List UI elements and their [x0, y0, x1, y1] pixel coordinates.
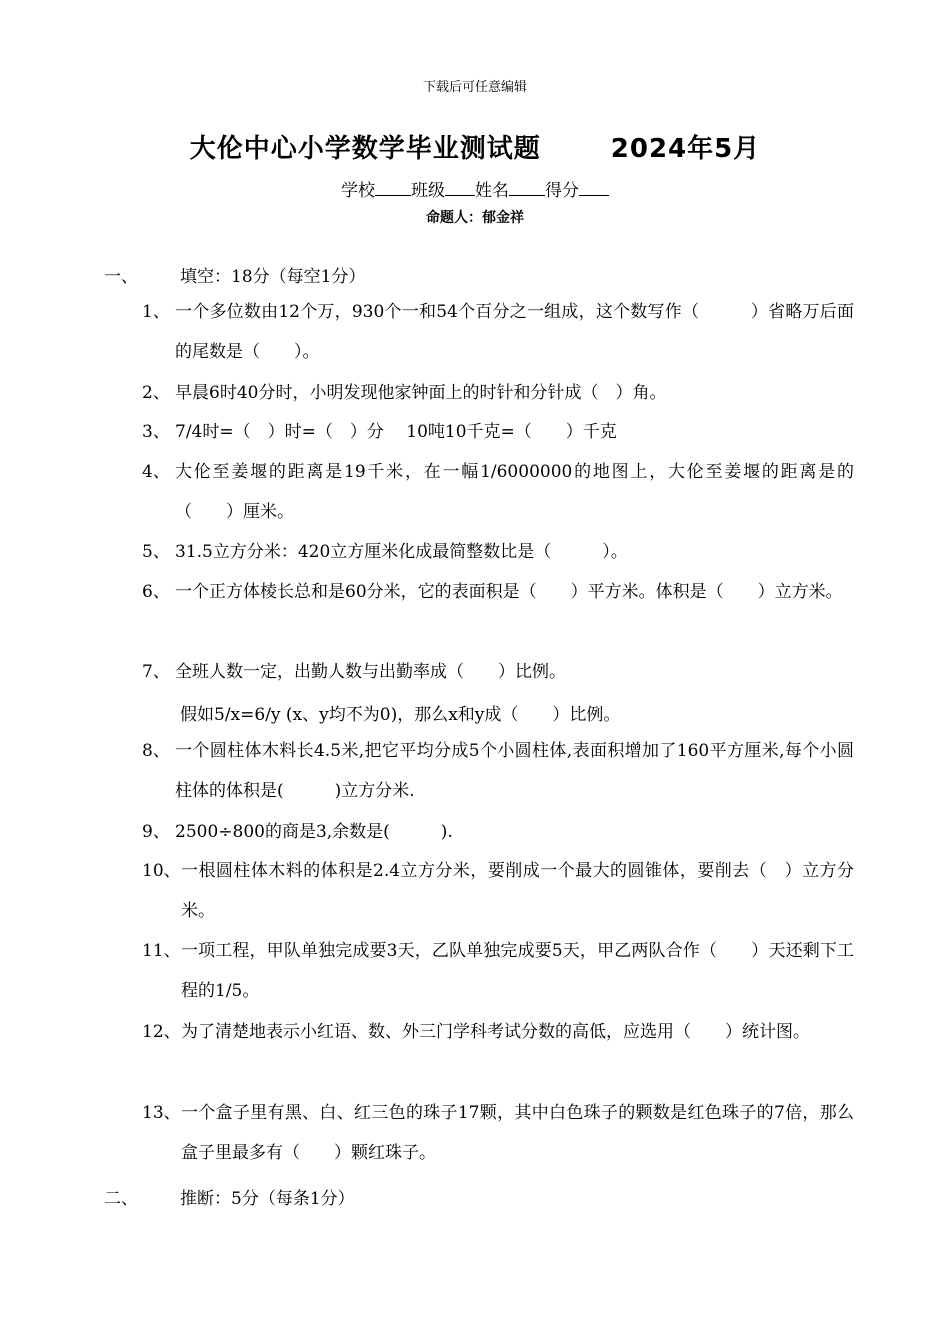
question-number: 6、 — [142, 582, 170, 602]
question-text: 31.5立方分米：420立方厘米化成最简整数比是（ ）。 — [175, 542, 628, 562]
question-number: 13、 — [142, 1103, 181, 1123]
question-number: 1、 — [142, 302, 170, 322]
question-number: 10、 — [142, 861, 181, 881]
question-text: 7/4时=（ ）时=（ ）分 10吨10千克=（ ）千克 — [175, 422, 617, 442]
exam-date: 2024年5月 — [610, 134, 761, 164]
question-text: 一个正方体棱长总和是60分米，它的表面积是（ ）平方米。体积是（ ）立方米。 — [175, 582, 843, 602]
question-number: 8、 — [142, 741, 170, 761]
question-number: 12、 — [142, 1022, 181, 1042]
class-blank[interactable] — [445, 179, 475, 196]
question-item — [142, 1093, 854, 1173]
section-title: 推断：5分（每条1分） — [180, 1189, 355, 1209]
section-title: 填空：18分（每空1分） — [180, 267, 366, 287]
question-item — [142, 452, 854, 532]
school-label: 学校 — [341, 181, 375, 201]
question-number: 11、 — [142, 941, 181, 961]
name-label: 姓名 — [475, 181, 509, 201]
question-number: 3、 — [142, 422, 170, 442]
score-blank[interactable] — [579, 179, 609, 196]
question-text: 一根圆柱体木料的体积是2.4立方分米，要削成一个最大的圆锥体，要削去（ ）立方分米。 — [181, 861, 854, 921]
question-text: 全班人数一定，出勤人数与出勤率成（ ）比例。 — [175, 662, 566, 682]
question-item — [142, 731, 854, 811]
school-blank[interactable] — [375, 179, 411, 196]
question-text: 大伦至姜堰的距离是19千米，在一幅1/6000000的地图上，大伦至姜堰的距离是的（ ）厘米。 — [175, 462, 854, 522]
question-item — [142, 292, 854, 372]
question-item — [142, 812, 854, 852]
header-note: 下载后可任意编辑 — [422, 80, 527, 95]
question-subline: 假如5/x=6/y (x、y均不为0)，那么x和y成（ ）比例。 — [180, 705, 621, 725]
question-text: 早晨6时40分时，小明发现他家钟面上的时针和分针成（ ）角。 — [175, 383, 667, 403]
question-item — [142, 851, 854, 931]
question-number: 2、 — [142, 383, 170, 403]
question-item — [142, 373, 854, 413]
question-item — [142, 1012, 854, 1052]
question-number: 5、 — [142, 542, 170, 562]
question-item — [142, 412, 854, 452]
question-text: 一个多位数由12个万，930个一和54个百分之一组成，这个数写作（ ）省略万后面的尾数是（ ）。 — [175, 302, 854, 362]
section-fill-blank — [104, 262, 365, 287]
name-blank[interactable] — [509, 179, 545, 196]
question-number: 9、 — [142, 822, 170, 842]
exam-title-main: 大伦中心小学数学毕业测试题 — [189, 134, 541, 164]
question-number: 7、 — [142, 662, 170, 682]
question-item — [142, 572, 854, 612]
question-item — [142, 652, 854, 692]
class-label: 班级 — [411, 181, 445, 201]
question-text: 一个圆柱体木料长4.5米,把它平均分成5个小圆柱体,表面积增加了160平方厘米,每个小圆柱体的体积是( )立方分米. — [175, 741, 854, 801]
author-line: 命题人：郁金祥 — [426, 210, 524, 226]
student-info-line — [0, 176, 950, 201]
score-label: 得分 — [545, 181, 579, 201]
section-number: 一、 — [104, 267, 138, 287]
question-item — [142, 931, 854, 1011]
question-item — [142, 532, 854, 572]
question-text: 一项工程，甲队单独完成要3天，乙队单独完成要5天，甲乙两队合作（ ）天还剩下工程的1/5。 — [181, 941, 854, 1001]
question-number: 4、 — [142, 462, 170, 482]
section-judgement — [104, 1184, 355, 1209]
exam-title — [0, 128, 950, 165]
question-text: 为了清楚地表示小红语、数、外三门学科考试分数的高低，应选用（ ）统计图。 — [181, 1022, 810, 1042]
question-text: 一个盒子里有黑、白、红三色的珠子17颗，其中白色珠子的颗数是红色珠子的7倍，那么盒子里最多有（ ）颗红珠子。 — [181, 1103, 854, 1163]
section-number: 二、 — [104, 1189, 138, 1209]
question-text: 2500÷800的商是3,余数是( ). — [175, 822, 453, 842]
